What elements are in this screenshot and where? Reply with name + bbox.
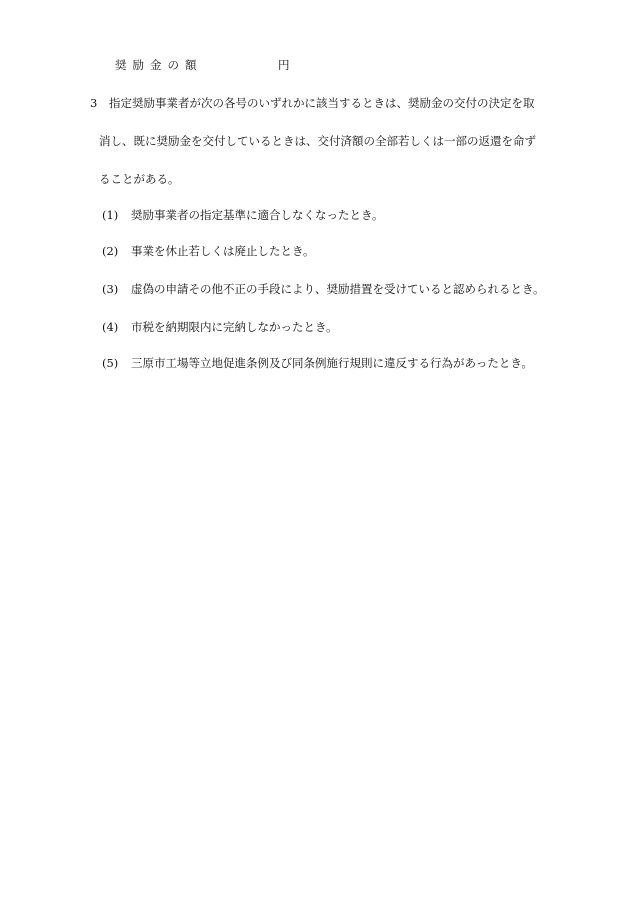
item-text-1: 奨励事業者の指定基準に適合しなくなったとき。 bbox=[131, 208, 384, 222]
item-text-4: 市税を納期限内に完納しなかったとき。 bbox=[131, 320, 338, 334]
clause-line-1: 指定奨励事業者が次の各号のいずれかに該当するときは、奨励金の交付の決定を取 bbox=[109, 96, 535, 110]
clause-line-2: 消し、既に奨励金を交付しているときは、交付済額の全部若しくは一部の返還を命ず bbox=[99, 134, 536, 148]
clause-number: 3 bbox=[90, 96, 98, 110]
item-number-5: (5) bbox=[102, 356, 119, 370]
item-text-2: 事業を休止若しくは廃止したとき。 bbox=[131, 244, 315, 258]
clause-line-3: ることがある。 bbox=[99, 172, 180, 186]
item-number-2: (2) bbox=[102, 244, 119, 258]
item-number-4: (4) bbox=[102, 320, 119, 334]
item-text-3: 虚偽の申請その他不正の手段により、奨励措置を受けていると認められるとき。 bbox=[131, 282, 545, 296]
item-text-5: 三原市工場等立地促進条例及び同条例施行規則に違反する行為があったとき。 bbox=[131, 356, 533, 370]
item-number-1: (1) bbox=[102, 208, 119, 222]
amount-unit: 円 bbox=[278, 58, 290, 72]
amount-label: 奨励金の額 bbox=[115, 58, 203, 72]
item-number-3: (3) bbox=[102, 282, 119, 296]
